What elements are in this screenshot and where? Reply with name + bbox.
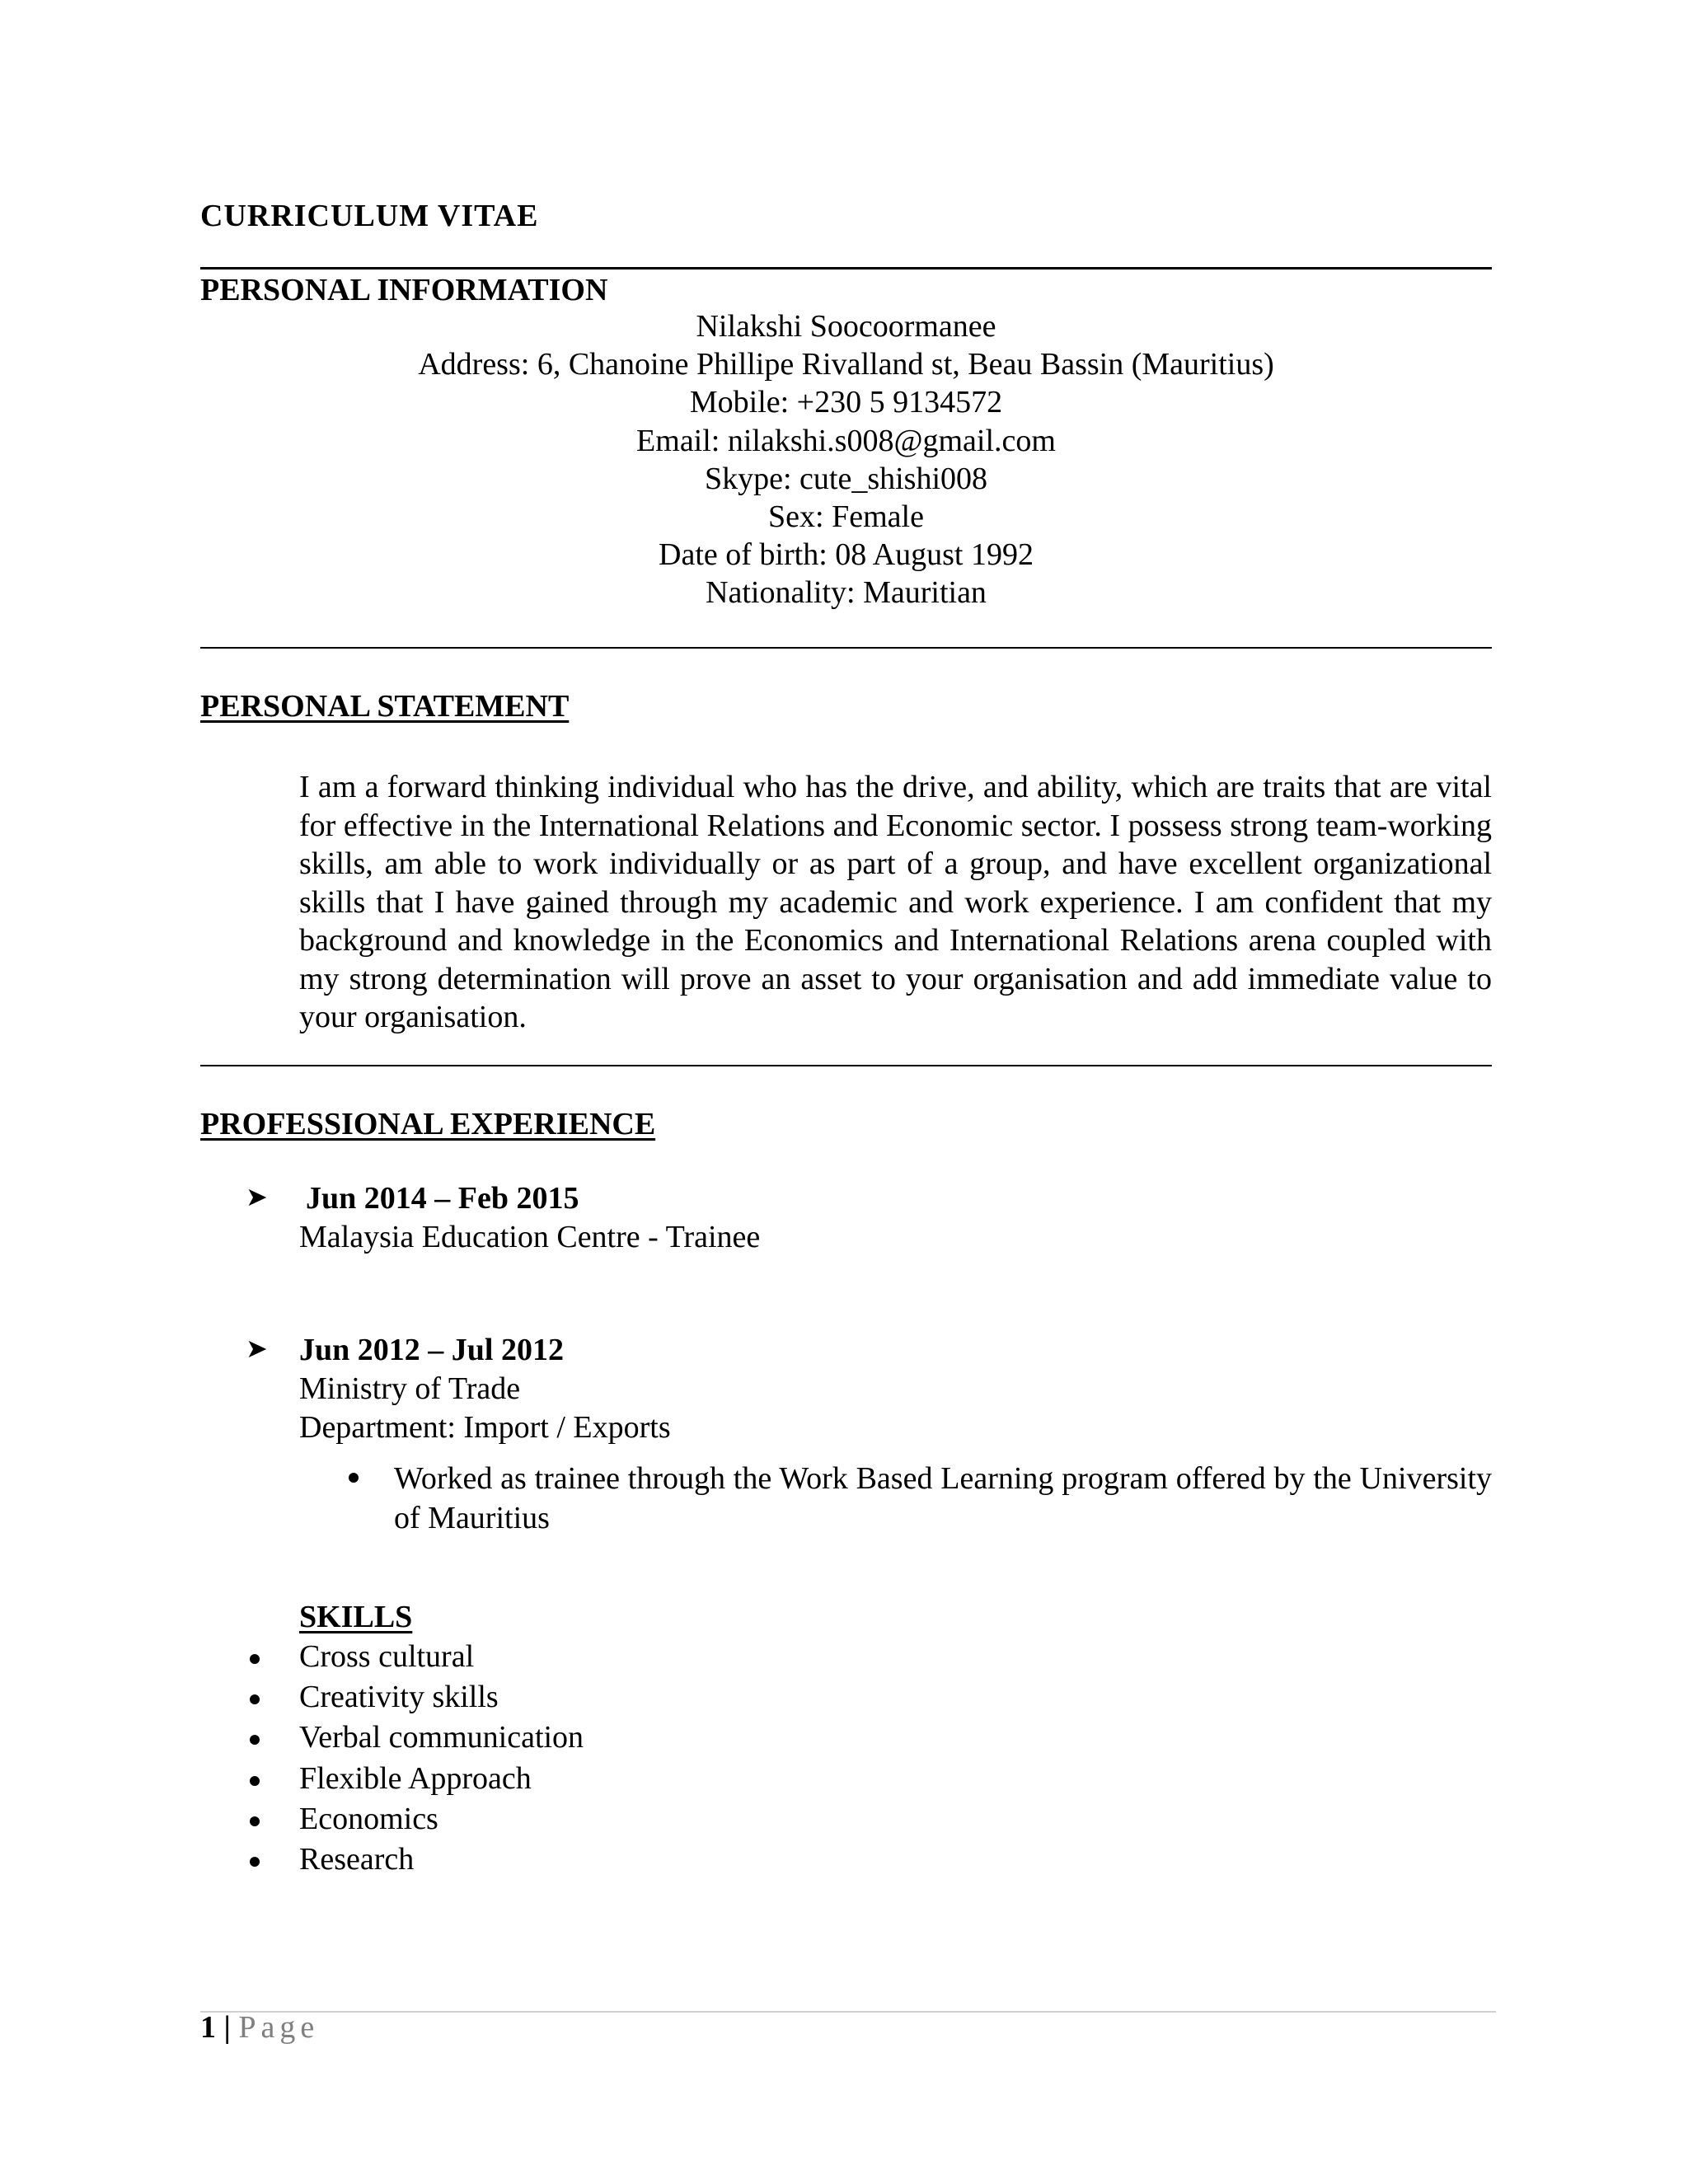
skill-item: Verbal communication <box>299 1720 584 1755</box>
page-separator: | <box>223 2010 231 2045</box>
arrow-bullet-icon: ➤ <box>246 1181 268 1212</box>
skill-item: Economics <box>299 1802 438 1836</box>
bullet-icon <box>250 1694 260 1704</box>
skill-item: Creativity skills <box>299 1680 499 1714</box>
experience-employer: Ministry of Trade <box>299 1371 521 1406</box>
divider-after-personal-info <box>200 647 1492 649</box>
mobile-line: Mobile: +230 5 9134572 <box>689 385 1003 420</box>
professional-experience-heading: PROFESSIONAL EXPERIENCE <box>200 1107 656 1141</box>
personal-information-heading: PERSONAL INFORMATION <box>200 273 608 307</box>
divider-top <box>200 267 1492 269</box>
person-name: Nilakshi Soocoormanee <box>696 309 996 344</box>
divider-after-statement <box>200 1065 1492 1066</box>
bullet-icon <box>349 1473 359 1483</box>
skill-item: Cross cultural <box>299 1639 475 1674</box>
nationality-line: Nationality: Mauritian <box>706 575 987 611</box>
bullet-icon <box>250 1654 260 1664</box>
footer-divider <box>200 2011 1496 2013</box>
experience-role: Malaysia Education Centre - Trainee <box>299 1220 761 1254</box>
address-line: Address: 6, Chanoine Phillipe Rivalland st, Beau Bassin (Mauritius) <box>418 347 1274 382</box>
skype-line: Skype: cute_shishi008 <box>704 461 988 496</box>
bullet-icon <box>250 1776 260 1786</box>
arrow-bullet-icon: ➤ <box>246 1333 268 1364</box>
skill-item: Research <box>299 1842 415 1877</box>
personal-statement-heading: PERSONAL STATEMENT <box>200 689 570 724</box>
page-footer <box>200 2009 319 2046</box>
skills-heading: SKILLS <box>299 1600 413 1634</box>
document-title: CURRICULUM VITAE <box>200 199 539 233</box>
page-number: 1 <box>200 2010 216 2045</box>
page-label: Page <box>238 2010 320 2045</box>
experience-detail: Worked as trainee through the Work Based Learning program offered by the University of Mauritius <box>394 1461 1492 1535</box>
personal-information-block <box>200 307 1492 612</box>
sex-line: Sex: Female <box>768 499 924 535</box>
bullet-icon <box>250 1857 260 1867</box>
experience-department: Department: Import / Exports <box>299 1410 671 1445</box>
experience-dates: Jun 2014 – Feb 2015 <box>306 1181 579 1216</box>
email-line: Email: nilakshi.s008@gmail.com <box>636 423 1056 458</box>
date-of-birth-line: Date of birth: 08 August 1992 <box>659 537 1034 573</box>
bullet-icon <box>250 1816 260 1826</box>
bullet-icon <box>250 1735 260 1745</box>
personal-statement-text: I am a forward thinking individual who has the drive, and ability, which are traits that are vital for effective in the International Relations and Economic sector. I possess strong team-working skills, am able to work individually or as part of a group, and have excellent organizational skills that I have gained through my academic and work experience. I am confident that my background and knowledge in the Economics and International Relations arena coupled with my strong determination will prove an asset to your organisation and add immediate value to your organisation. <box>299 770 1492 1034</box>
skill-item: Flexible Approach <box>299 1761 532 1796</box>
experience-dates: Jun 2012 – Jul 2012 <box>299 1333 564 1367</box>
